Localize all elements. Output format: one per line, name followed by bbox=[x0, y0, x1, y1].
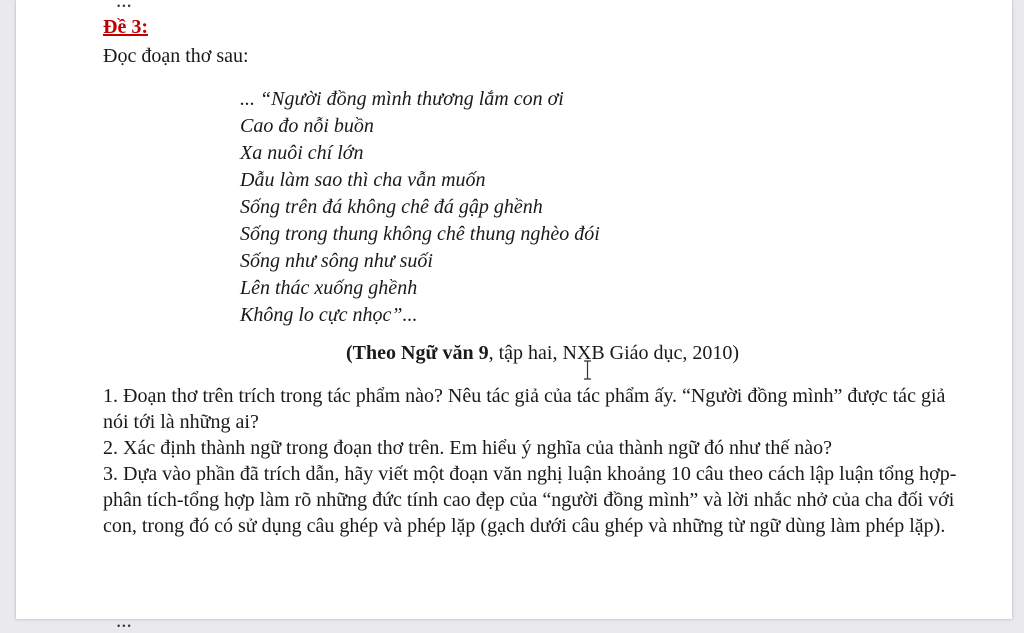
top-partial-line: ... bbox=[116, 0, 132, 12]
question-item: 2. Xác định thành ngữ trong đoạn thơ trên. Em hiểu ý nghĩa của thành ngữ đó như thế nào? bbox=[103, 437, 833, 459]
source-open: (Theo bbox=[346, 342, 401, 364]
poem-line: Dẫu làm sao thì cha vẫn muốn bbox=[240, 169, 486, 191]
poem-line: Cao đo nỗi buồn bbox=[240, 115, 374, 137]
text-cursor-icon bbox=[583, 360, 592, 380]
document-page bbox=[16, 0, 1012, 632]
source-rest: , tập hai, NXB Giáo dục, 2010) bbox=[488, 342, 740, 364]
source-citation bbox=[346, 342, 739, 365]
poem bbox=[240, 86, 600, 329]
exam-heading: Đề 3: bbox=[103, 16, 148, 38]
poem-line: Sống trong thung không chê thung nghèo đói bbox=[240, 223, 600, 245]
question-item: 3. Dựa vào phần đã trích dẫn, hãy viết một đoạn văn nghị luận khoảng 10 câu theo cách lập luận tổng hợp- phân tích-tổng hợp làm rõ những đức tính cao đẹp của “người đồng mình” và lời nhắc nhở của cha đối với con, trong đó có sử dụng câu ghép và phép lặp (gạch dưới câu ghép và những từ ngữ dùng làm phép lặp). bbox=[103, 463, 957, 537]
poem-line: Lên thác xuống ghềnh bbox=[240, 277, 418, 299]
bottom-partial-line: ... bbox=[116, 608, 132, 632]
poem-line: ... “Người đồng mình thương lắm con ơi bbox=[240, 88, 564, 110]
intro-text: Đọc đoạn thơ sau: bbox=[103, 45, 249, 67]
source-book: Ngữ văn 9 bbox=[401, 342, 489, 364]
poem-line: Không lo cực nhọc”... bbox=[240, 304, 418, 326]
question-item: 1. Đoạn thơ trên trích trong tác phẩm nào? Nêu tác giả của tác phẩm ấy. “Người đồng mình” được tác giả nói tới là những ai? bbox=[103, 385, 946, 433]
questions-list bbox=[103, 383, 963, 539]
poem-line: Xa nuôi chí lớn bbox=[240, 142, 364, 164]
poem-line: Sống trên đá không chê đá gập ghềnh bbox=[240, 196, 543, 218]
poem-line: Sống như sông như suối bbox=[240, 250, 433, 272]
